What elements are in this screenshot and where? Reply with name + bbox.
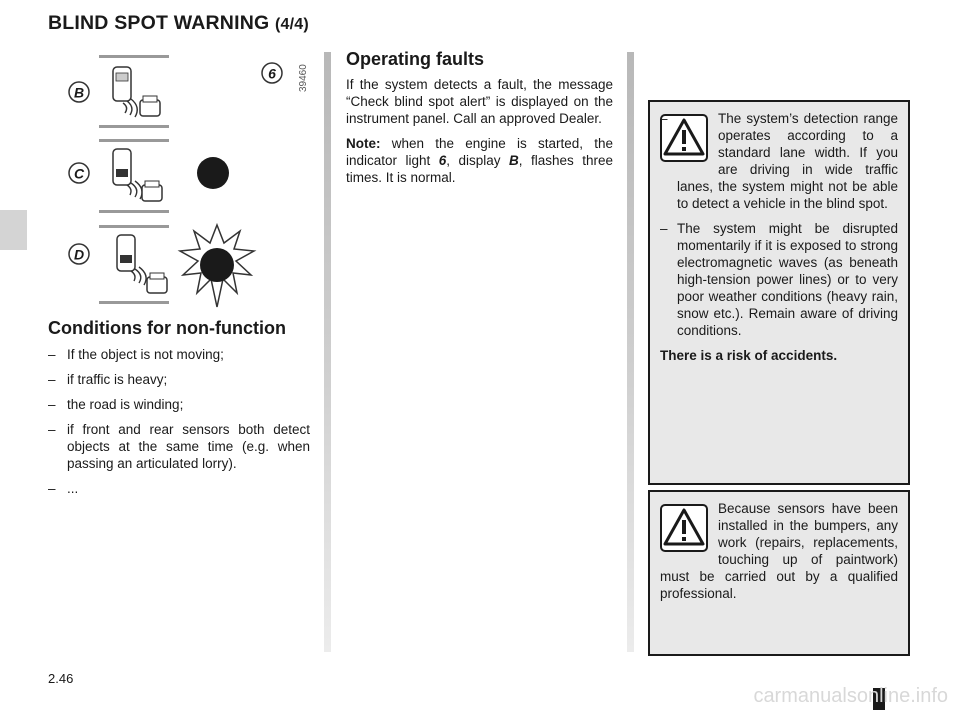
conditions-section bbox=[48, 320, 310, 505]
svg-text:B: B bbox=[73, 84, 85, 101]
list-item: – If the object is not moving; bbox=[48, 347, 224, 362]
title-text: BLIND SPOT WARNING bbox=[48, 12, 270, 34]
sensor-warning-text: Because sensors have been installed in the bumpers, any work (repairs, replacements, touching up of paintwork) must be carried out by a qualified professional. bbox=[660, 501, 898, 601]
list-item: – if front and rear sensors both detect objects at the same time (e.g. when passing an articulated lorry). bbox=[48, 422, 310, 471]
conditions-heading: Conditions for non-function bbox=[48, 318, 286, 338]
callout-6 bbox=[262, 63, 282, 83]
lane-line bbox=[99, 210, 169, 213]
page-number: 2.46 bbox=[48, 671, 74, 686]
illustration-svg bbox=[47, 45, 322, 315]
column-divider-left bbox=[324, 52, 331, 652]
car-own-icon bbox=[117, 235, 135, 271]
warning-item: – The system might be disrupted momentarily if it is exposed to strong electromagnetic waves (as beneath high-tension power lines) or to very poor weather conditions (heavy rain, snow etc.). Remain aware of driving conditions. bbox=[660, 221, 898, 338]
car-own-icon bbox=[113, 149, 131, 185]
svg-text:6: 6 bbox=[268, 65, 276, 82]
list-item: – if traffic is heavy; bbox=[48, 372, 168, 387]
page-title bbox=[48, 12, 309, 35]
indicator-light-off-icon bbox=[197, 157, 229, 189]
watermark: carmanualsonline.info bbox=[753, 685, 948, 707]
warning-box-sensors bbox=[648, 490, 910, 656]
title-part: (4/4) bbox=[274, 16, 309, 33]
faults-heading: Operating faults bbox=[346, 49, 485, 69]
car-other-icon bbox=[142, 181, 162, 201]
warning-item: – The system’s detection range operates according to a standard lane width. If you are driving in wide traffic lanes, the system might not be able to detect a vehicle in the blind spot. bbox=[660, 111, 898, 211]
indicator-light-flashing-icon bbox=[180, 225, 254, 307]
faults-section bbox=[346, 51, 613, 194]
warning-triangle-icon bbox=[660, 504, 708, 552]
car-other-icon bbox=[140, 96, 160, 116]
svg-text:C: C bbox=[73, 165, 85, 182]
lane-line bbox=[99, 125, 169, 128]
lane-line bbox=[99, 225, 169, 228]
lane-line bbox=[99, 139, 169, 142]
chapter-tab bbox=[0, 210, 27, 250]
blind-spot-illustration bbox=[47, 45, 322, 315]
list-item: – the road is winding; bbox=[48, 397, 184, 412]
callout-c bbox=[69, 163, 89, 183]
car-other-icon bbox=[147, 273, 167, 293]
svg-text:D: D bbox=[73, 246, 85, 263]
risk-statement: There is a risk of accidents. bbox=[660, 348, 838, 363]
list-item: – ... bbox=[48, 481, 79, 496]
faults-note: Note: when the engine is started, the indicator light 6, display B, flashes three times. It is normal. bbox=[346, 136, 613, 185]
callout-b bbox=[69, 82, 89, 102]
lane-line bbox=[99, 301, 169, 304]
figure-number: 39460 bbox=[298, 64, 309, 92]
lane-line bbox=[99, 55, 169, 58]
warning-box-detection bbox=[648, 100, 910, 485]
car-own-icon bbox=[113, 67, 131, 101]
column-divider-right bbox=[627, 52, 634, 652]
callout-d bbox=[69, 244, 89, 264]
faults-paragraph: If the system detects a fault, the message “Check blind spot alert” is displayed on the instrument panel. Call an approved Dealer. bbox=[346, 77, 613, 126]
